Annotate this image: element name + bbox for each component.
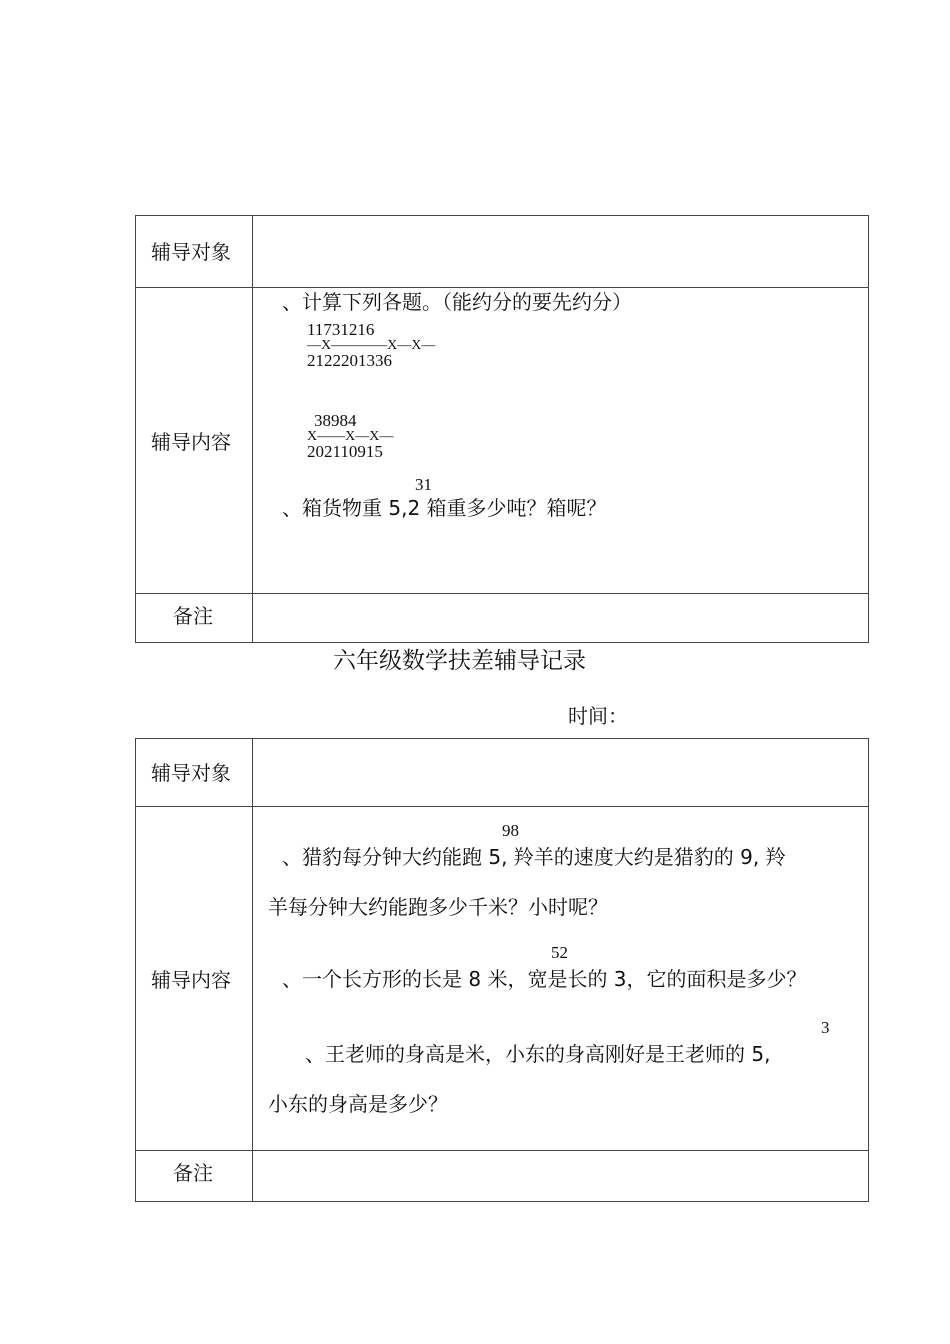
table-1-border-bottom — [135, 642, 869, 643]
question-3-superscript: 3 — [821, 1018, 830, 1037]
note-label: 备注 — [173, 1161, 213, 1185]
subject-label: 辅导对象 — [151, 761, 231, 785]
expression-1 — [307, 322, 435, 369]
expression-1-operators: —X————X—X— — [307, 338, 436, 353]
question-1-superscript: 98 — [502, 821, 519, 840]
question-2-text: 、箱货物重 5,2 箱重多少吨？箱呢？ — [282, 496, 607, 520]
table-1-column-divider — [252, 215, 253, 643]
content-label: 辅导内容 — [151, 968, 231, 992]
time-label: 时间： — [568, 704, 628, 728]
note-label: 备注 — [173, 604, 213, 628]
table-1-border-left — [135, 215, 136, 643]
table-1-row-divider — [135, 287, 869, 288]
expression-2 — [307, 413, 393, 460]
question-1-line-2: 羊每分钟大约能跑多少千米？小时呢？ — [268, 895, 608, 919]
table-2-border-right — [868, 738, 869, 1202]
expression-1-denominators: 2122201336 — [307, 351, 392, 370]
question-1-line-1: 、猎豹每分钟大约能跑 5, 羚羊的速度大约是猎豹的 9, 羚 — [282, 845, 786, 869]
question-2-text: 、一个长方形的长是 8 米，宽是长的 3，它的面积是多少？ — [282, 967, 807, 991]
table-2-border-left — [135, 738, 136, 1202]
content-label: 辅导内容 — [151, 430, 231, 454]
question-1-text: 、计算下列各题。（能约分的要先约分） — [282, 290, 632, 314]
page-title: 六年级数学扶差辅导记录 — [333, 648, 586, 674]
expression-2-numerators: 38984 — [314, 411, 357, 430]
expression-1-numerators: 11731216 — [307, 320, 375, 339]
table-2-border-bottom — [135, 1201, 869, 1202]
question-2-superscript: 52 — [551, 943, 568, 962]
table-1-border-top — [135, 215, 869, 216]
table-1-row-divider — [135, 593, 869, 594]
question-3-line-2: 小东的身高是多少？ — [268, 1092, 448, 1116]
expression-2-denominators: 202110915 — [307, 442, 383, 461]
question-2-superscript: 31 — [415, 475, 432, 494]
expression-2-operators: X——X—X— — [307, 429, 394, 444]
subject-label: 辅导对象 — [151, 240, 231, 264]
table-2-row-divider — [135, 806, 869, 807]
table-2-column-divider — [252, 738, 253, 1202]
question-3-line-1: 、王老师的身高是米，小东的身高刚好是王老师的 5, — [305, 1042, 771, 1066]
table-1-border-right — [868, 215, 869, 643]
table-2-row-divider — [135, 1150, 869, 1151]
table-2-border-top — [135, 738, 869, 739]
